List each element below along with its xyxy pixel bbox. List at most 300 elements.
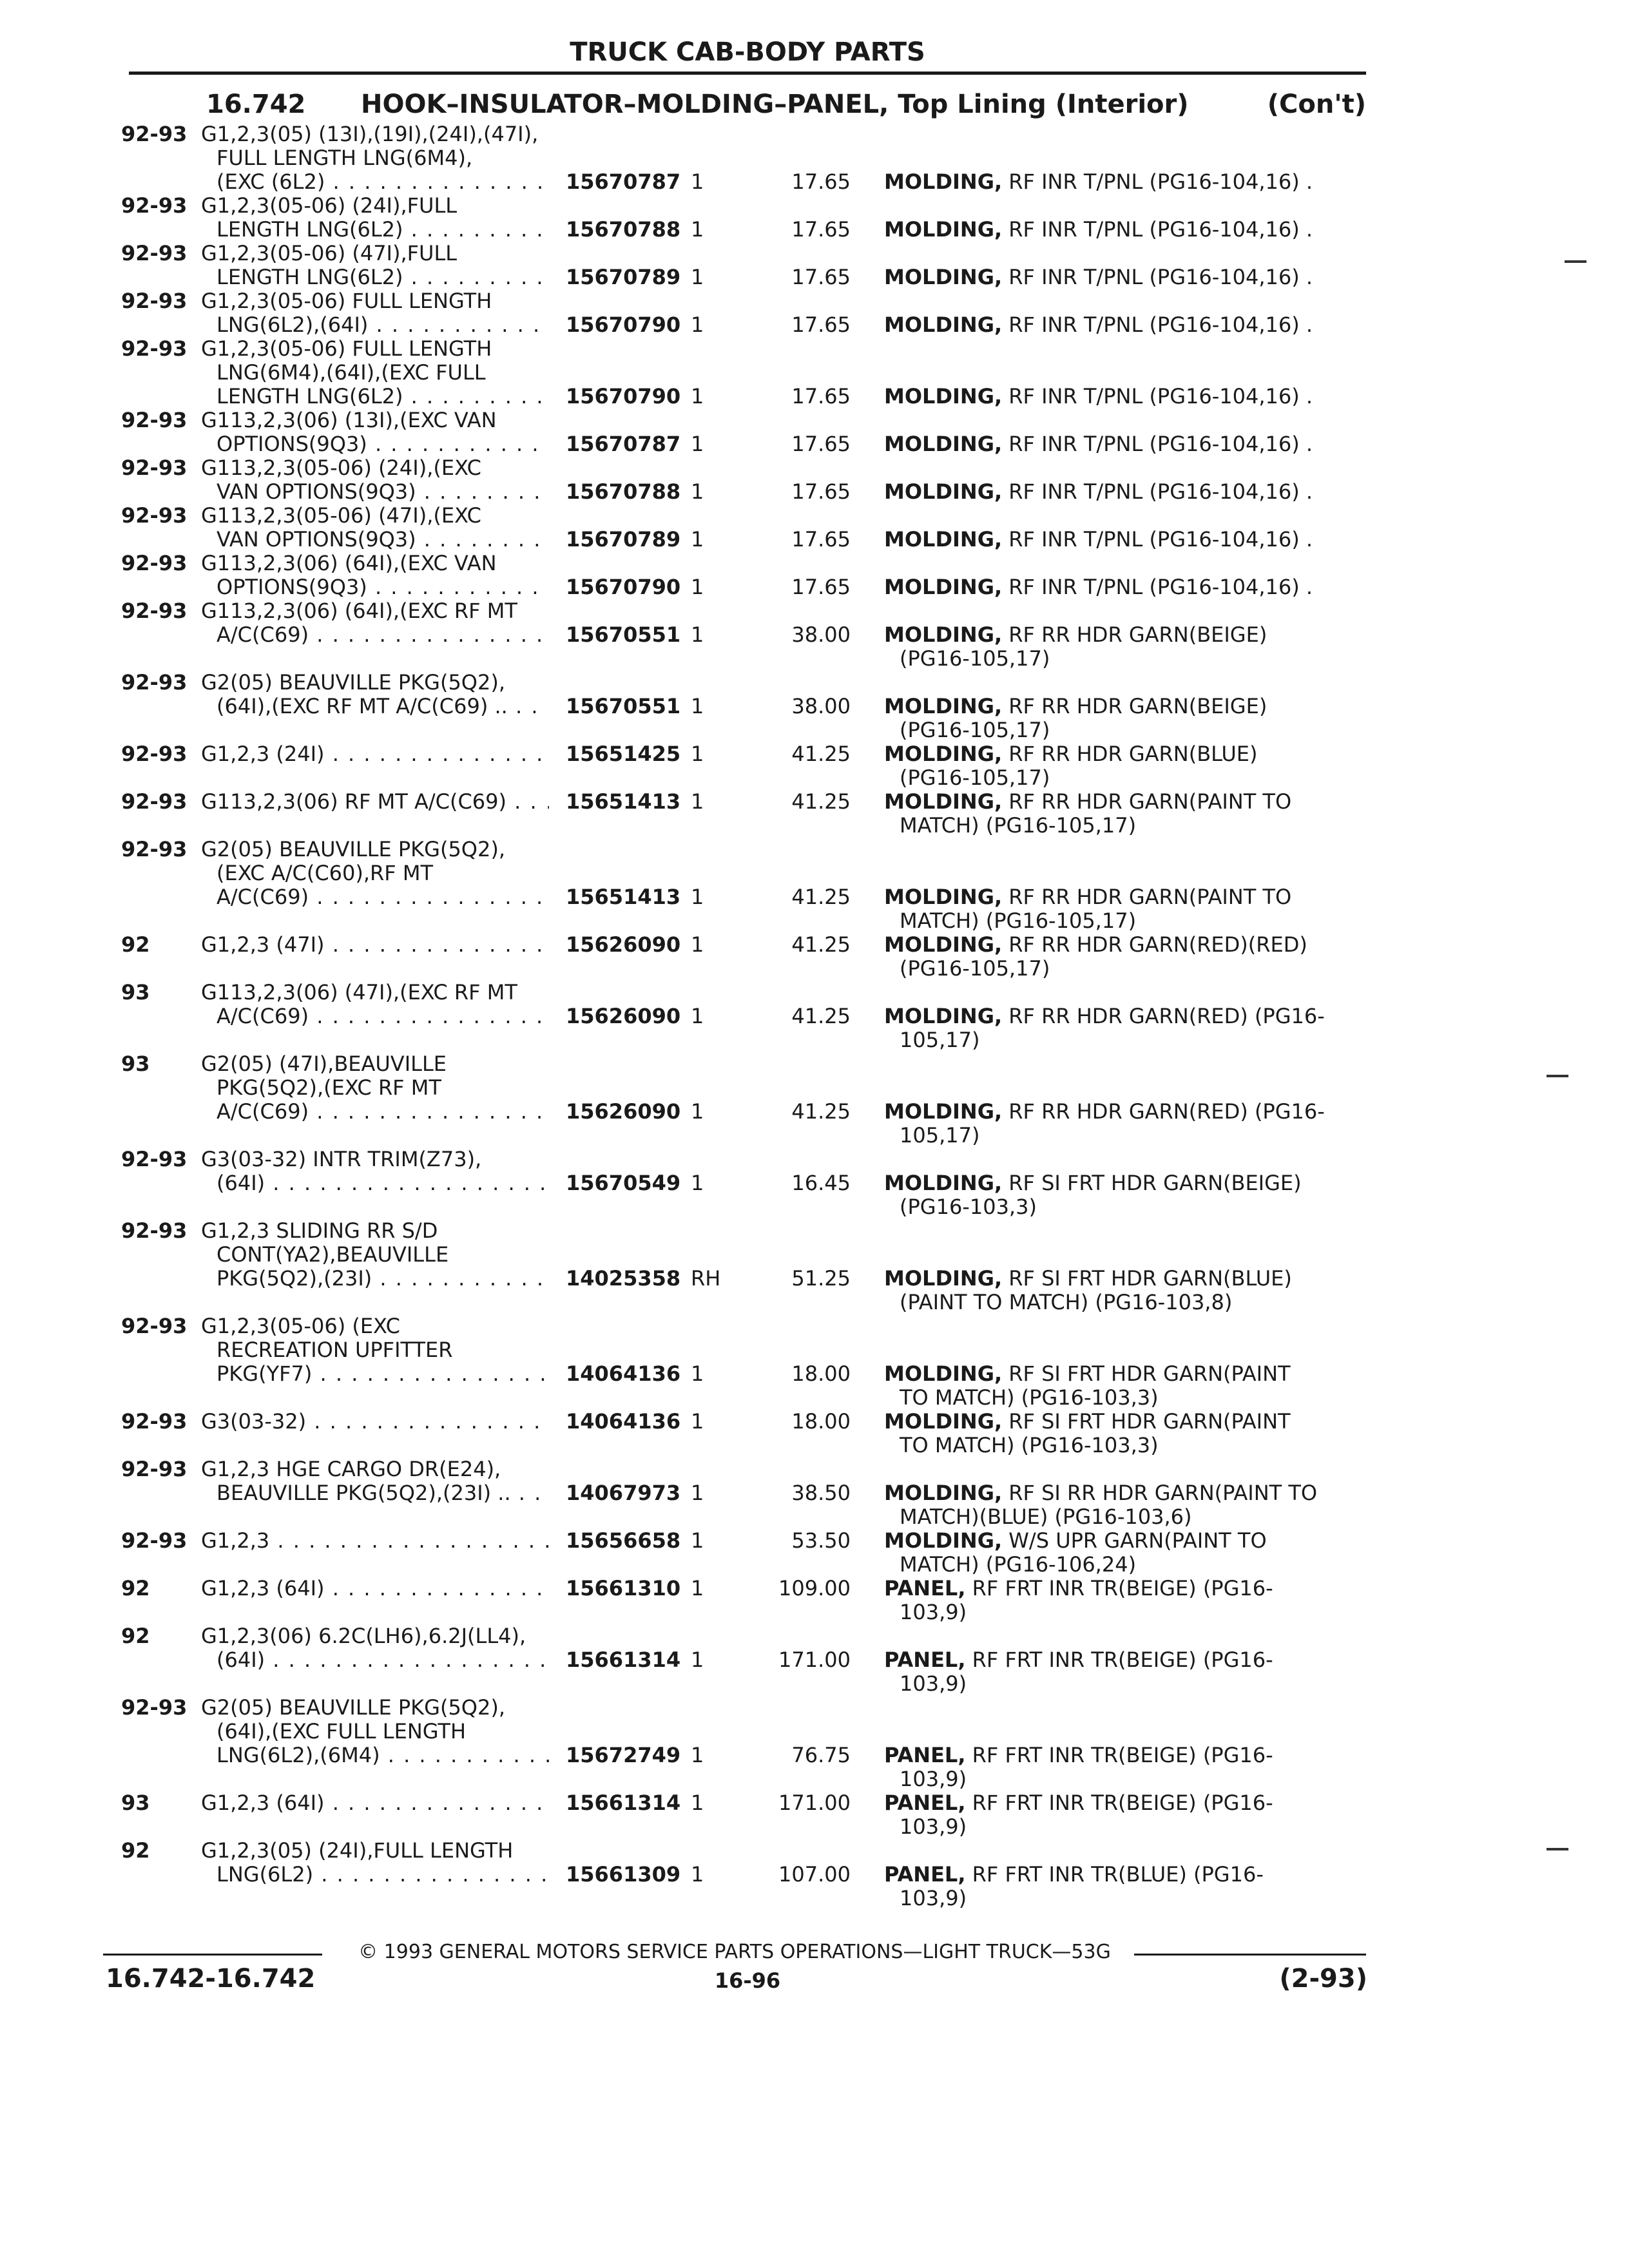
part-name: [884, 1100, 1348, 1148]
description-line: VAN OPTIONS(9Q3) . . .: [201, 480, 549, 504]
description-line: G113,2,3(06) RF MT A/C(C69) . . .: [201, 790, 549, 814]
part-name-text: 103,9): [900, 1767, 967, 1791]
quantity: 1: [691, 742, 704, 766]
part-type: MOLDING,: [884, 695, 1003, 718]
application-description: [201, 1052, 549, 1124]
quantity: 1: [691, 265, 704, 289]
application-description: [201, 599, 549, 647]
application-description: [201, 1624, 549, 1672]
application-description: [201, 933, 549, 957]
part-type: MOLDING,: [884, 1529, 1003, 1553]
part-name-text: RF RR HDR GARN(RED) (PG16-: [1008, 1004, 1325, 1028]
description-line: G1,2,3 (24I) . . .: [201, 742, 549, 766]
part-name: [884, 742, 1348, 790]
part-number: 15670787: [566, 432, 681, 456]
part-name-text: RF SI FRT HDR GARN(BEIGE): [1008, 1171, 1302, 1195]
part-name-text: 103,9): [900, 1887, 967, 1910]
footer-page-number: 16-96: [714, 1968, 781, 1993]
part-name-text: (PG16-103,3): [900, 1195, 1037, 1219]
part-number: 15656658: [566, 1528, 681, 1553]
section-title: HOOK–INSULATOR–MOLDING–PANEL, Top Lining (Interior): [361, 90, 1189, 119]
description-line: G1,2,3 HGE CARGO DR(E24),: [201, 1457, 501, 1481]
quantity: RH: [691, 1266, 721, 1291]
description-line: LNG(6L2),(64I) . . .: [201, 313, 549, 337]
model-year: 92-93: [121, 1457, 188, 1481]
part-number: 15661309: [566, 1862, 681, 1887]
description-line: (EXC A/C(C60),RF MT: [217, 861, 433, 885]
quantity: 1: [691, 1171, 704, 1195]
description-line: G1,2,3(05-06) (24I),FULL: [201, 194, 458, 218]
quantity: 1: [691, 575, 704, 599]
description-line: G1,2,3(06) 6.2C(LH6),6.2J(LL4),: [201, 1624, 526, 1648]
part-name: [884, 885, 1348, 933]
part-name: [884, 218, 1348, 242]
part-number: 15670790: [566, 312, 681, 337]
part-name-text: (PG16-105,17): [900, 766, 1050, 790]
part-name: [884, 528, 1348, 552]
price: 41.25: [791, 1004, 851, 1028]
quantity: 1: [691, 312, 704, 337]
model-year: 92-93: [121, 670, 188, 695]
part-number: 15626090: [566, 1004, 681, 1028]
table-row: [0, 1624, 1629, 1696]
part-type: MOLDING,: [884, 1267, 1003, 1291]
description-line: G1,2,3 SLIDING RR S/D: [201, 1219, 438, 1243]
part-name: [884, 313, 1348, 337]
part-number: 14064136: [566, 1361, 681, 1386]
price: 17.65: [791, 217, 851, 242]
part-name-text: TO MATCH) (PG16-103,3): [900, 1386, 1159, 1410]
part-name: [884, 1744, 1348, 1791]
table-row: [0, 1457, 1629, 1529]
table-row: [0, 408, 1629, 456]
model-year: 92-93: [121, 122, 188, 146]
part-name-text: RF SI FRT HDR GARN(BLUE): [1008, 1267, 1292, 1291]
quantity: 1: [691, 1409, 704, 1434]
part-name: [884, 170, 1348, 194]
description-line: LENGTH LNG(6L2) . . .: [201, 265, 549, 289]
table-row: [0, 1314, 1629, 1410]
description-line: A/C(C69) . . .: [201, 623, 549, 647]
model-year: 92-93: [121, 336, 188, 361]
part-name: [884, 480, 1348, 504]
price: 17.65: [791, 432, 851, 456]
application-description: [201, 504, 549, 552]
section-heading: [206, 86, 1366, 122]
application-description: [201, 122, 549, 194]
part-name-text: RF RR HDR GARN(BLUE): [1008, 742, 1258, 766]
price: 38.50: [791, 1481, 851, 1505]
part-number: 15670788: [566, 479, 681, 504]
parts-list: [0, 122, 1629, 1910]
model-year: 92-93: [121, 289, 188, 313]
part-name-text: RF RR HDR GARN(PAINT TO: [1008, 885, 1292, 909]
table-row: [0, 242, 1629, 289]
model-year: 92-93: [121, 1147, 188, 1171]
part-name-text: RF FRT INR TR(BEIGE) (PG16-: [972, 1744, 1273, 1767]
description-line: G1,2,3(05-06) (EXC: [201, 1314, 400, 1338]
continued-label: (Con't): [1267, 90, 1366, 119]
price: 41.25: [791, 932, 851, 957]
part-number: 15670789: [566, 265, 681, 289]
description-line: BEAUVILLE PKG(5Q2),(23I) .. . . .: [201, 1481, 549, 1505]
part-name-text: RF RR HDR GARN(RED)(RED): [1008, 933, 1307, 957]
description-line: G1,2,3(05-06) (47I),FULL: [201, 242, 458, 265]
part-type: MOLDING,: [884, 1004, 1003, 1028]
part-name-text: RF SI FRT HDR GARN(PAINT: [1008, 1362, 1291, 1386]
part-name-text: (PG16-105,17): [900, 718, 1050, 742]
part-type: MOLDING,: [884, 933, 1003, 957]
price: 38.00: [791, 622, 851, 647]
quantity: 1: [691, 1576, 704, 1600]
part-name-text: RF INR T/PNL (PG16-104,16) .: [1008, 313, 1313, 337]
part-type: MOLDING,: [884, 1362, 1003, 1386]
description-line: G113,2,3(06) (64I),(EXC RF MT: [201, 599, 517, 623]
part-number: 15670790: [566, 575, 681, 599]
quantity: 1: [691, 1004, 704, 1028]
description-line: LNG(6M4),(64I),(EXC FULL: [217, 361, 486, 385]
part-type: MOLDING,: [884, 170, 1003, 194]
part-number: 14067973: [566, 1481, 681, 1505]
part-name: [884, 695, 1348, 742]
price: 18.00: [791, 1361, 851, 1386]
part-name: [884, 575, 1348, 599]
description-line: PKG(5Q2),(EXC RF MT: [217, 1076, 441, 1100]
part-name-text: RF FRT INR TR(BEIGE) (PG16-: [972, 1577, 1273, 1600]
description-line: CONT(YA2),BEAUVILLE: [217, 1243, 449, 1267]
application-description: [201, 1219, 549, 1291]
part-name-text: MATCH) (PG16-105,17): [900, 909, 1137, 933]
description-line: (64I) . . .: [201, 1171, 549, 1195]
part-name-text: 105,17): [900, 1028, 980, 1052]
part-type: PANEL,: [884, 1577, 966, 1600]
part-name: [884, 1648, 1348, 1696]
part-name-text: (PAINT TO MATCH) (PG16-103,8): [900, 1291, 1233, 1314]
part-type: MOLDING,: [884, 528, 1003, 552]
application-description: [201, 838, 549, 909]
description-line: A/C(C69) . . .: [201, 1004, 549, 1028]
model-year: 92-93: [121, 599, 188, 623]
application-description: [201, 456, 549, 504]
description-line: (64I) . . .: [201, 1648, 549, 1672]
part-number: 15672749: [566, 1743, 681, 1767]
description-line: FULL LENGTH LNG(6M4),: [217, 146, 473, 170]
part-number: 14064136: [566, 1409, 681, 1434]
part-name: [884, 623, 1348, 671]
part-type: MOLDING,: [884, 218, 1003, 242]
table-row: [0, 742, 1629, 790]
model-year: 92: [121, 1624, 150, 1648]
model-year: 92: [121, 1838, 150, 1863]
price: 76.75: [791, 1743, 851, 1767]
quantity: 1: [691, 932, 704, 957]
table-row: [0, 456, 1629, 504]
part-name-text: RF RR HDR GARN(PAINT TO: [1008, 790, 1292, 814]
part-name: [884, 1171, 1348, 1219]
model-year: 92-93: [121, 408, 188, 432]
table-row: [0, 838, 1629, 933]
description-line: G113,2,3(05-06) (24I),(EXC: [201, 456, 481, 480]
quantity: 1: [691, 1481, 704, 1505]
part-name-text: RF SI FRT HDR GARN(PAINT: [1008, 1410, 1291, 1434]
price: 17.65: [791, 312, 851, 337]
application-description: [201, 552, 549, 599]
table-row: [0, 337, 1629, 408]
section-number: 16.742: [206, 90, 306, 119]
part-type: PANEL,: [884, 1791, 966, 1815]
table-row: [0, 1839, 1629, 1910]
application-description: [201, 337, 549, 408]
quantity: 1: [691, 1648, 704, 1672]
description-line: OPTIONS(9Q3) . . .: [201, 432, 549, 456]
model-year: 92-93: [121, 193, 188, 218]
table-row: [0, 933, 1629, 981]
part-name-text: RF RR HDR GARN(RED) (PG16-: [1008, 1100, 1325, 1124]
application-description: [201, 1529, 549, 1553]
quantity: 1: [691, 217, 704, 242]
description-line: G3(03-32) . . .: [201, 1410, 549, 1434]
price: 17.65: [791, 479, 851, 504]
price: 51.25: [791, 1266, 851, 1291]
part-name-text: RF RR HDR GARN(BEIGE): [1008, 695, 1268, 718]
part-number: 15670551: [566, 622, 681, 647]
part-number: 15651425: [566, 742, 681, 766]
quantity: 1: [691, 479, 704, 504]
description-line: A/C(C69) . . .: [201, 885, 549, 909]
price: 41.25: [791, 742, 851, 766]
model-year: 92-93: [121, 1409, 188, 1434]
price: 18.00: [791, 1409, 851, 1434]
table-row: [0, 790, 1629, 838]
part-name-text: (PG16-105,17): [900, 957, 1050, 981]
description-line: G2(05) BEAUVILLE PKG(5Q2),: [201, 1696, 505, 1720]
table-row: [0, 1791, 1629, 1839]
application-description: [201, 408, 549, 456]
model-year: 92-93: [121, 742, 188, 766]
quantity: 1: [691, 1361, 704, 1386]
description-line: PKG(YF7) . . .: [201, 1362, 549, 1386]
price: 41.25: [791, 1099, 851, 1124]
quantity: 1: [691, 384, 704, 408]
application-description: [201, 194, 549, 242]
part-name: [884, 265, 1348, 289]
part-name: [884, 432, 1348, 456]
quantity: 1: [691, 1791, 704, 1815]
application-description: [201, 1791, 549, 1815]
part-name-text: RF SI RR HDR GARN(PAINT TO: [1008, 1481, 1318, 1505]
part-name: [884, 1863, 1348, 1910]
part-type: MOLDING,: [884, 1481, 1003, 1505]
part-name-text: RF FRT INR TR(BEIGE) (PG16-: [972, 1648, 1273, 1672]
quantity: 1: [691, 1862, 704, 1887]
model-year: 92: [121, 932, 150, 957]
table-row: [0, 1219, 1629, 1314]
part-name: [884, 1410, 1348, 1457]
model-year: 92-93: [121, 503, 188, 528]
table-row: [0, 504, 1629, 552]
model-year: 92-93: [121, 1314, 188, 1338]
description-line: LENGTH LNG(6L2) . . .: [201, 385, 549, 408]
application-description: [201, 289, 549, 337]
price: 41.25: [791, 885, 851, 909]
part-name-text: RF INR T/PNL (PG16-104,16) .: [1008, 432, 1313, 456]
description-line: G2(05) (47I),BEAUVILLE: [201, 1052, 447, 1076]
description-line: G113,2,3(05-06) (47I),(EXC: [201, 504, 481, 528]
part-number: 15661310: [566, 1576, 681, 1600]
part-name-text: W/S UPR GARN(PAINT TO: [1008, 1529, 1267, 1553]
part-number: 15626090: [566, 1099, 681, 1124]
application-description: [201, 790, 549, 814]
part-type: MOLDING,: [884, 385, 1003, 408]
model-year: 92-93: [121, 789, 188, 814]
part-number: 15670788: [566, 217, 681, 242]
part-type: MOLDING,: [884, 742, 1003, 766]
application-description: [201, 671, 549, 718]
part-name: [884, 1529, 1348, 1577]
price: 38.00: [791, 694, 851, 718]
model-year: 93: [121, 1791, 150, 1815]
description-line: G1,2,3(05-06) FULL LENGTH: [201, 289, 492, 313]
part-number: 15661314: [566, 1791, 681, 1815]
price: 17.65: [791, 384, 851, 408]
part-type: MOLDING,: [884, 480, 1003, 504]
model-year: 92-93: [121, 1695, 188, 1720]
application-description: [201, 1410, 549, 1434]
description-line: (64I),(EXC FULL LENGTH: [217, 1720, 467, 1744]
part-type: MOLDING,: [884, 575, 1003, 599]
price: 17.65: [791, 169, 851, 194]
model-year: 92-93: [121, 837, 188, 861]
margin-mark: [1565, 260, 1586, 263]
description-line: G1,2,3 . . .: [201, 1529, 549, 1553]
part-number: 14025358: [566, 1266, 681, 1291]
model-year: 92-93: [121, 1218, 188, 1243]
description-line: G1,2,3(05-06) FULL LENGTH: [201, 337, 492, 361]
part-number: 15651413: [566, 885, 681, 909]
part-number: 15670551: [566, 694, 681, 718]
part-name-text: RF FRT INR TR(BLUE) (PG16-: [972, 1863, 1264, 1887]
part-type: PANEL,: [884, 1863, 966, 1887]
price: 17.65: [791, 527, 851, 552]
quantity: 1: [691, 1743, 704, 1767]
application-description: [201, 1314, 549, 1386]
part-number: 15651413: [566, 789, 681, 814]
description-line: OPTIONS(9Q3) . . .: [201, 575, 549, 599]
price: 17.65: [791, 265, 851, 289]
part-number: 15626090: [566, 932, 681, 957]
quantity: 1: [691, 527, 704, 552]
margin-mark: [1547, 1848, 1568, 1850]
model-year: 92-93: [121, 551, 188, 575]
part-name-text: RF INR T/PNL (PG16-104,16) .: [1008, 385, 1313, 408]
part-type: MOLDING,: [884, 790, 1003, 814]
table-row: [0, 1696, 1629, 1791]
description-line: G1,2,3 (64I) . . .: [201, 1791, 549, 1815]
description-line: LENGTH LNG(6L2) . . .: [201, 218, 549, 242]
description-line: LNG(6L2),(6M4) . . .: [201, 1744, 549, 1767]
table-row: [0, 671, 1629, 742]
part-number: 15670549: [566, 1171, 681, 1195]
table-row: [0, 981, 1629, 1052]
table-row: [0, 552, 1629, 599]
table-row: [0, 1529, 1629, 1577]
application-description: [201, 1577, 549, 1600]
application-description: [201, 242, 549, 289]
part-name-text: 103,9): [900, 1672, 967, 1696]
part-number: 15670790: [566, 384, 681, 408]
quantity: 1: [691, 885, 704, 909]
description-line: G2(05) BEAUVILLE PKG(5Q2),: [201, 671, 505, 695]
part-name: [884, 933, 1348, 981]
part-type: MOLDING,: [884, 1410, 1003, 1434]
part-name-text: TO MATCH) (PG16-103,3): [900, 1434, 1159, 1457]
price: 16.45: [791, 1171, 851, 1195]
part-type: MOLDING,: [884, 1171, 1003, 1195]
description-line: G113,2,3(06) (47I),(EXC RF MT: [201, 981, 517, 1004]
footer-date-code: (2-93): [1279, 1964, 1367, 1994]
description-line: VAN OPTIONS(9Q3) . . .: [201, 528, 549, 552]
quantity: 1: [691, 1099, 704, 1124]
application-description: [201, 742, 549, 766]
part-name: [884, 1004, 1348, 1052]
description-line: PKG(5Q2),(23I) . . .: [201, 1267, 549, 1291]
table-row: [0, 289, 1629, 337]
table-row: [0, 1410, 1629, 1457]
price: 171.00: [778, 1648, 851, 1672]
part-type: PANEL,: [884, 1744, 966, 1767]
part-type: MOLDING,: [884, 623, 1003, 647]
quantity: 1: [691, 622, 704, 647]
part-type: MOLDING,: [884, 313, 1003, 337]
part-name-text: (PG16-105,17): [900, 647, 1050, 671]
part-name-text: RF INR T/PNL (PG16-104,16) .: [1008, 575, 1313, 599]
price: 53.50: [791, 1528, 851, 1553]
description-line: (EXC (6L2) . . .: [201, 170, 549, 194]
part-type: MOLDING,: [884, 1100, 1003, 1124]
table-row: [0, 1052, 1629, 1148]
description-line: G113,2,3(06) (64I),(EXC VAN: [201, 552, 497, 575]
price: 171.00: [778, 1791, 851, 1815]
application-description: [201, 1457, 549, 1505]
quantity: 1: [691, 1528, 704, 1553]
model-year: 92-93: [121, 1528, 188, 1553]
table-row: [0, 1577, 1629, 1624]
quantity: 1: [691, 694, 704, 718]
part-name-text: RF FRT INR TR(BEIGE) (PG16-: [972, 1791, 1273, 1815]
description-line: A/C(C69) . . .: [201, 1100, 549, 1124]
footer-copyright: © 1993 GENERAL MOTORS SERVICE PARTS OPERATIONS—LIGHT TRUCK—53G: [103, 1939, 1366, 1965]
table-row: [0, 599, 1629, 671]
part-name: [884, 1481, 1348, 1529]
part-name: [884, 1267, 1348, 1314]
part-number: 15661314: [566, 1648, 681, 1672]
quantity: 1: [691, 169, 704, 194]
description-line: G1,2,3 (47I) . . .: [201, 933, 549, 957]
description-line: (64I),(EXC RF MT A/C(C69) .. . . .: [201, 695, 549, 718]
part-number: 15670789: [566, 527, 681, 552]
model-year: 92-93: [121, 241, 188, 265]
price: 41.25: [791, 789, 851, 814]
part-name-text: RF INR T/PNL (PG16-104,16) .: [1008, 170, 1313, 194]
price: 109.00: [778, 1576, 851, 1600]
page-footer: [0, 1939, 1629, 2017]
application-description: [201, 1148, 549, 1195]
price: 107.00: [778, 1862, 851, 1887]
quantity: 1: [691, 432, 704, 456]
part-type: MOLDING,: [884, 885, 1003, 909]
footer-section-range: 16.742-16.742: [106, 1964, 316, 1994]
model-year: 93: [121, 980, 150, 1004]
